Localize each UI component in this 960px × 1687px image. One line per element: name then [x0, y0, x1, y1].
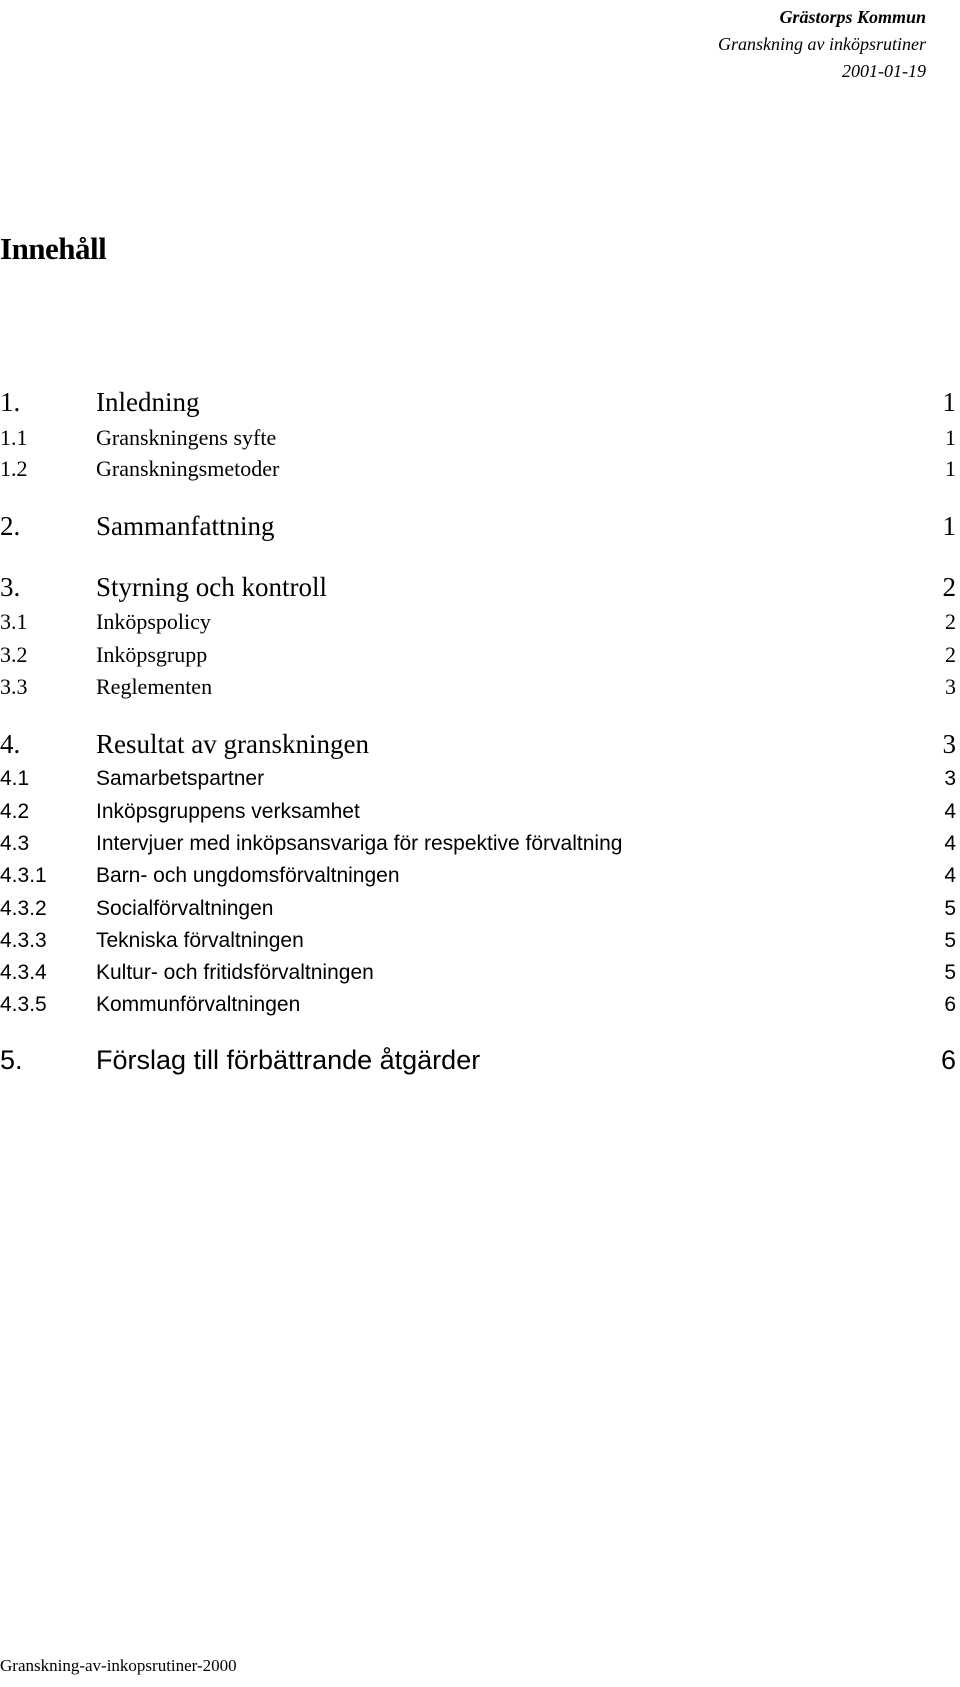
toc-entry[interactable] [0, 569, 956, 603]
toc-entry[interactable] [0, 448, 956, 482]
toc-entry-title: Granskningsmetoder [96, 456, 280, 481]
header-organization: Grästorps Kommun [779, 7, 926, 27]
toc-entry[interactable] [0, 854, 956, 888]
toc-entry[interactable] [0, 951, 956, 985]
toc-entry-page: 5 [944, 929, 956, 952]
toc-entry[interactable] [0, 919, 956, 953]
toc-entry-title: Intervjuer med inköpsansvariga för respektive förvaltning [96, 832, 623, 855]
toc-entry-title: Styrning och kontroll [96, 572, 327, 602]
toc-entry[interactable] [0, 1042, 956, 1076]
toc-entry-title: Inledning [96, 387, 200, 417]
toc-entry-page: 3 [944, 767, 956, 790]
toc-entry-page: 3 [942, 729, 956, 759]
toc-entry-page: 2 [945, 642, 956, 667]
toc-entry[interactable] [0, 508, 956, 542]
toc-entry-page: 5 [944, 961, 956, 984]
toc-entry-number: 4.3.4 [0, 961, 47, 984]
toc-entry[interactable] [0, 601, 956, 635]
toc-entry-title: Inköpspolicy [96, 609, 211, 634]
toc-entry-number: 3.1 [0, 609, 28, 634]
toc-entry-page: 4 [944, 832, 956, 855]
toc-entry-page: 1 [945, 425, 956, 450]
toc-entry-page: 4 [944, 864, 956, 887]
toc-entry-title: Tekniska förvaltningen [96, 929, 304, 952]
toc-entry-page: 2 [945, 609, 956, 634]
header-date: 2001-01-19 [842, 61, 926, 81]
toc-entry-title: Förslag till förbättrande åtgärder [96, 1045, 481, 1075]
toc-entry-number: 2. [0, 511, 21, 541]
toc-entry[interactable] [0, 887, 956, 921]
toc-entry-title: Sammanfattning [96, 511, 275, 541]
toc-entry[interactable] [0, 757, 956, 791]
toc-entry-title: Granskningens syfte [96, 425, 277, 450]
toc-entry[interactable] [0, 384, 956, 418]
toc-entry-title: Kommunförvaltningen [96, 993, 301, 1016]
toc-entry-page: 4 [944, 800, 956, 823]
toc-entry-title: Socialförvaltningen [96, 897, 274, 920]
toc-entry-title: Samarbetspartner [96, 767, 265, 790]
toc-entry[interactable] [0, 983, 956, 1017]
toc-entry-number: 4.1 [0, 767, 30, 790]
toc-entry-title: Reglementen [96, 674, 213, 699]
toc-entry-number: 4.3.1 [0, 864, 47, 887]
toc-entry-title: Kultur- och fritidsförvaltningen [96, 961, 374, 984]
header-subtitle: Granskning av inköpsrutiner [718, 34, 926, 54]
toc-entry-number: 4.3.2 [0, 897, 47, 920]
toc-entry-number: 3.2 [0, 642, 28, 667]
toc-entry-title: Inköpsgruppens verksamhet [96, 800, 360, 823]
toc-entry-page: 3 [945, 674, 956, 699]
toc-entry-number: 3.3 [0, 674, 28, 699]
toc-entry-number: 4.3 [0, 832, 30, 855]
toc-entry-page: 1 [942, 387, 956, 417]
toc-entry-number: 5. [0, 1045, 23, 1075]
toc-entry-page: 5 [944, 897, 956, 920]
toc-entry-number: 4.3.5 [0, 993, 47, 1016]
toc-entry-number: 4.2 [0, 800, 30, 823]
toc-entry-number: 3. [0, 572, 21, 602]
toc-entry-number: 1.1 [0, 425, 28, 450]
toc-entry-page: 6 [940, 1045, 956, 1075]
toc-entry[interactable] [0, 417, 956, 451]
toc-entry-title: Barn- och ungdomsförvaltningen [96, 864, 400, 887]
toc-entry-title: Inköpsgrupp [96, 642, 208, 667]
toc-entry[interactable] [0, 666, 956, 700]
toc-entry-page: 6 [944, 993, 956, 1016]
toc-entry-title: Resultat av granskningen [96, 729, 369, 759]
toc-entry-number: 4.3.3 [0, 929, 47, 952]
page-title: Innehåll [0, 231, 107, 266]
toc-entry[interactable] [0, 726, 956, 760]
toc-entry[interactable] [0, 822, 956, 856]
toc-entry[interactable] [0, 634, 956, 668]
toc-entry-number: 1.2 [0, 456, 28, 481]
toc-entry-page: 1 [942, 511, 956, 541]
page-footer: Granskning-av-inkopsrutiner-2000 [0, 1656, 237, 1675]
toc-entry[interactable] [0, 790, 956, 824]
toc-entry-page: 2 [942, 572, 956, 602]
toc-entry-page: 1 [945, 456, 956, 481]
toc-entry-number: 4. [0, 729, 21, 759]
toc-entry-number: 1. [0, 387, 21, 417]
